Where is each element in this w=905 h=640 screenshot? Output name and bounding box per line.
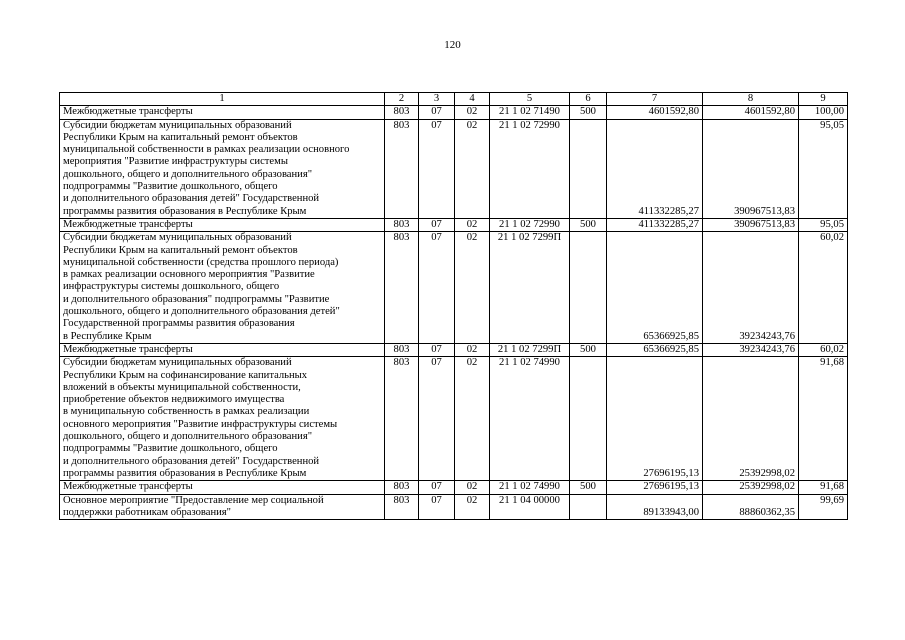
planned-amount-cell: 4601592,80 <box>607 106 703 119</box>
header-cell: 6 <box>570 93 607 106</box>
expense-type-cell <box>570 119 607 218</box>
section-cell: 07 <box>419 343 455 356</box>
table-row <box>60 494 848 520</box>
percent-cell: 100,00 <box>799 106 848 119</box>
table-row <box>60 343 848 356</box>
target-article-cell: 21 1 02 7299П <box>490 343 570 356</box>
admin-code-cell: 803 <box>385 119 419 218</box>
subsection-cell: 02 <box>455 218 490 231</box>
header-cell: 9 <box>799 93 848 106</box>
subsection-cell: 02 <box>455 232 490 344</box>
row-name-cell: Межбюджетные трансферты <box>60 106 385 119</box>
actual-amount-cell: 25392998,02 <box>703 357 799 481</box>
percent-cell: 60,02 <box>799 232 848 344</box>
table-row <box>60 119 848 218</box>
admin-code-cell: 803 <box>385 343 419 356</box>
actual-amount-cell: 39234243,76 <box>703 343 799 356</box>
expense-type-cell <box>570 494 607 520</box>
admin-code-cell: 803 <box>385 357 419 481</box>
section-cell: 07 <box>419 494 455 520</box>
actual-amount-cell: 390967513,83 <box>703 218 799 231</box>
section-cell: 07 <box>419 106 455 119</box>
section-cell: 07 <box>419 232 455 344</box>
header-cell: 7 <box>607 93 703 106</box>
subsection-cell: 02 <box>455 481 490 494</box>
planned-amount-cell: 27696195,13 <box>607 357 703 481</box>
expense-type-cell: 500 <box>570 106 607 119</box>
planned-amount-cell: 65366925,85 <box>607 343 703 356</box>
header-cell: 8 <box>703 93 799 106</box>
actual-amount-cell: 4601592,80 <box>703 106 799 119</box>
planned-amount-cell: 411332285,27 <box>607 119 703 218</box>
table-row <box>60 218 848 231</box>
table-row <box>60 481 848 494</box>
row-name-cell: Межбюджетные трансферты <box>60 218 385 231</box>
expense-type-cell: 500 <box>570 218 607 231</box>
percent-cell: 91,68 <box>799 357 848 481</box>
target-article-cell: 21 1 02 74990 <box>490 357 570 481</box>
expense-type-cell <box>570 357 607 481</box>
admin-code-cell: 803 <box>385 232 419 344</box>
target-article-cell: 21 1 02 72990 <box>490 119 570 218</box>
row-name-cell: Основное мероприятие "Предоставление мер социальной поддержки работникам образования" <box>60 494 385 520</box>
section-cell: 07 <box>419 218 455 231</box>
percent-cell: 60,02 <box>799 343 848 356</box>
target-article-cell: 21 1 02 7299П <box>490 232 570 344</box>
subsection-cell: 02 <box>455 494 490 520</box>
section-cell: 07 <box>419 357 455 481</box>
admin-code-cell: 803 <box>385 494 419 520</box>
row-name-cell: Межбюджетные трансферты <box>60 481 385 494</box>
admin-code-cell: 803 <box>385 218 419 231</box>
percent-cell: 95,05 <box>799 119 848 218</box>
header-row <box>60 93 848 106</box>
percent-cell: 91,68 <box>799 481 848 494</box>
actual-amount-cell: 88860362,35 <box>703 494 799 520</box>
subsection-cell: 02 <box>455 119 490 218</box>
budget-table <box>59 92 848 520</box>
planned-amount-cell: 27696195,13 <box>607 481 703 494</box>
subsection-cell: 02 <box>455 357 490 481</box>
row-name-cell: Субсидии бюджетам муниципальных образований Республики Крым на капитальный ремонт объектов муниципальной собственности в рамках реализации основного мероприятия "Развитие инфраструктуры системы дошкольного, общего и дополнительного образования" подпрограммы "Развитие дошкольного, общего и дополнительного образования детей" Государственной программы развития образования в Республике Крым <box>60 119 385 218</box>
row-name-cell: Субсидии бюджетам муниципальных образований Республики Крым на капитальный ремонт объектов муниципальной собственности (средства прошлого периода) в рамках реализации основного мероприятия "Развитие инфраструктуры системы дошкольного, общего и дополнительного образования" подпрограммы "Развитие дошкольного, общего и дополнительного образования детей" Государственной программы развития образования в Республике Крым <box>60 232 385 344</box>
actual-amount-cell: 390967513,83 <box>703 119 799 218</box>
percent-cell: 95,05 <box>799 218 848 231</box>
table-row <box>60 357 848 481</box>
header-cell: 2 <box>385 93 419 106</box>
subsection-cell: 02 <box>455 106 490 119</box>
admin-code-cell: 803 <box>385 106 419 119</box>
section-cell: 07 <box>419 481 455 494</box>
row-name-cell: Субсидии бюджетам муниципальных образований Республики Крым на софинансирование капитальных вложений в объекты муниципальной собственности, приобретение объектов недвижимого имущества в муниципальную собственность в рамках реализации основного мероприятия "Развитие инфраструктуры системы дошкольного, общего и дополнительного образования" подпрограммы "Развитие дошкольного, общего и дополнительного образования детей" Государственной программы развития образования в Республике Крым <box>60 357 385 481</box>
expense-type-cell: 500 <box>570 343 607 356</box>
expense-type-cell <box>570 232 607 344</box>
header-cell: 4 <box>455 93 490 106</box>
table-row <box>60 232 848 344</box>
header-cell: 5 <box>490 93 570 106</box>
subsection-cell: 02 <box>455 343 490 356</box>
percent-cell: 99,69 <box>799 494 848 520</box>
target-article-cell: 21 1 02 72990 <box>490 218 570 231</box>
header-cell: 1 <box>60 93 385 106</box>
header-cell: 3 <box>419 93 455 106</box>
planned-amount-cell: 411332285,27 <box>607 218 703 231</box>
row-name-cell: Межбюджетные трансферты <box>60 343 385 356</box>
expense-type-cell: 500 <box>570 481 607 494</box>
actual-amount-cell: 25392998,02 <box>703 481 799 494</box>
target-article-cell: 21 1 02 74990 <box>490 481 570 494</box>
admin-code-cell: 803 <box>385 481 419 494</box>
planned-amount-cell: 65366925,85 <box>607 232 703 344</box>
actual-amount-cell: 39234243,76 <box>703 232 799 344</box>
section-cell: 07 <box>419 119 455 218</box>
planned-amount-cell: 89133943,00 <box>607 494 703 520</box>
page-number: 120 <box>444 39 461 51</box>
target-article-cell: 21 1 04 00000 <box>490 494 570 520</box>
table-row <box>60 106 848 119</box>
target-article-cell: 21 1 02 71490 <box>490 106 570 119</box>
